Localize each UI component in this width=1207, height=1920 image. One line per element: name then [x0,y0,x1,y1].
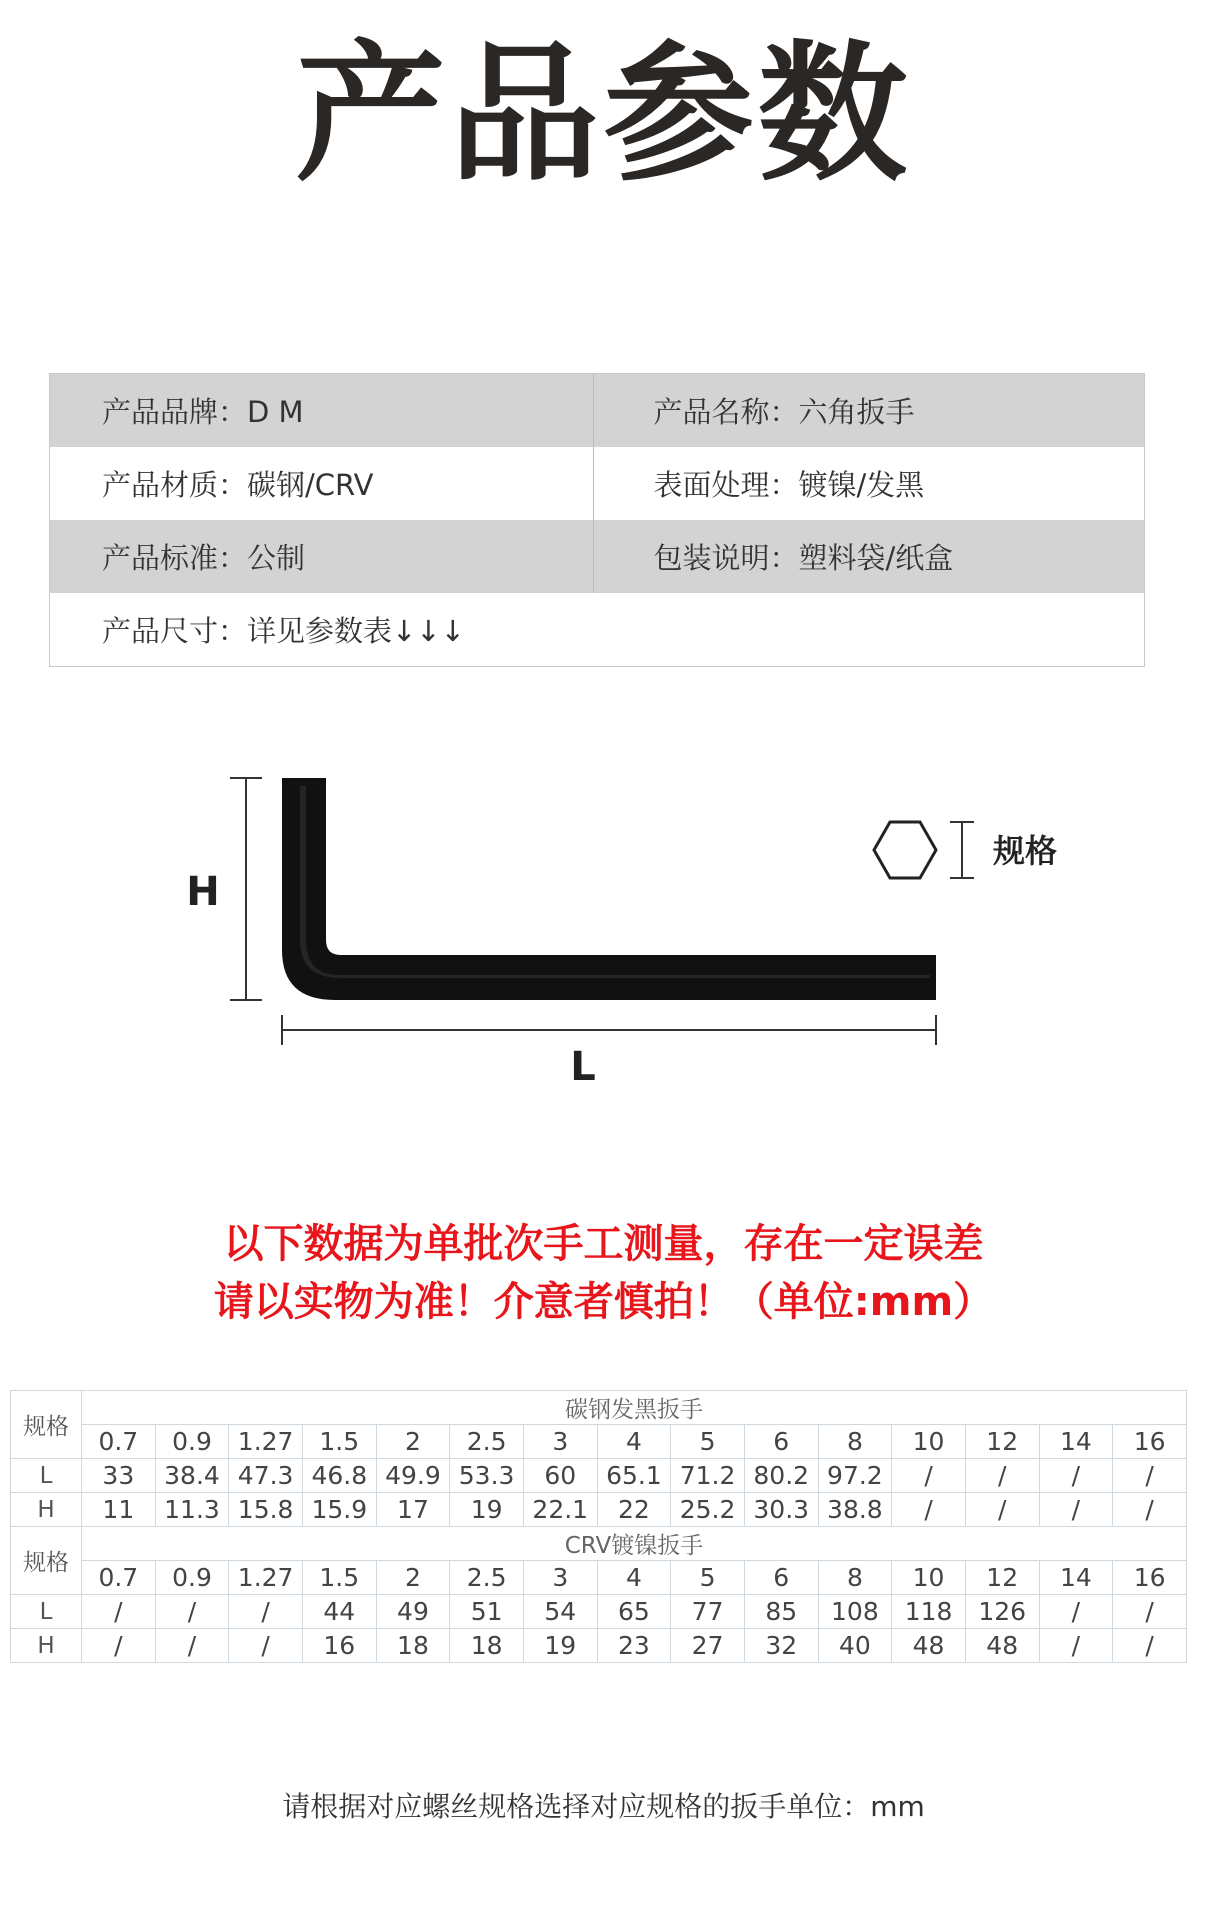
value-cell: 18 [450,1629,524,1663]
notice-line-2: 请以实物为准！介意者慎拍！（单位:mm） [213,1279,994,1325]
spec-size-cell: 0.7 [82,1561,156,1595]
value-cell: 16 [302,1629,376,1663]
value-cell: 25.2 [671,1493,745,1527]
spec-table-wrapper [10,1390,1187,1663]
value-cell: 53.3 [450,1459,524,1493]
value-cell: 60 [523,1459,597,1493]
spec-size-cell: 1.27 [229,1561,303,1595]
measurement-notice [0,1215,1207,1331]
value-cell: 38.8 [818,1493,892,1527]
value-cell: / [892,1459,966,1493]
params-row-1 [50,374,1144,447]
value-cell: 19 [523,1629,597,1663]
param-surface: 表面处理：镀镍/发黑 [593,447,1145,520]
value-cell: 19 [450,1493,524,1527]
value-cell: / [229,1595,303,1629]
section-title-row [11,1391,1187,1425]
value-cell: 15.8 [229,1493,303,1527]
spec-size-row [11,1425,1187,1459]
param-standard: 产品标准：公制 [102,541,306,575]
spec-size-cell: 10 [892,1425,966,1459]
value-cell: 11.3 [155,1493,229,1527]
spec-size-cell: 1.5 [302,1561,376,1595]
spec-size-row [11,1561,1187,1595]
spec-label-cell: 规格 [11,1391,82,1459]
value-cell: 44 [302,1595,376,1629]
value-cell: / [82,1629,156,1663]
spec-size-cell: 0.9 [155,1561,229,1595]
row-label: L [11,1459,82,1493]
table-row [11,1493,1187,1527]
section-title: 碳钢发黑扳手 [82,1391,1187,1425]
spec-size-cell: 2.5 [450,1561,524,1595]
value-cell: / [1039,1629,1113,1663]
value-cell: 71.2 [671,1459,745,1493]
row-label: H [11,1493,82,1527]
value-cell: 32 [744,1629,818,1663]
spec-size-cell: 6 [744,1425,818,1459]
value-cell: 27 [671,1629,745,1663]
hex-key-highlight [300,786,930,978]
value-cell: 46.8 [302,1459,376,1493]
row-label: H [11,1629,82,1663]
spec-size-cell: 4 [597,1425,671,1459]
value-cell: 54 [523,1595,597,1629]
value-cell: 126 [965,1595,1039,1629]
value-cell: 48 [892,1629,966,1663]
table-row [11,1629,1187,1663]
value-cell: 65.1 [597,1459,671,1493]
value-cell: 80.2 [744,1459,818,1493]
spec-size-cell: 0.9 [155,1425,229,1459]
page-title: 产品参数 [295,28,912,202]
footnote: 请根据对应螺丝规格选择对应规格的扳手单位：mm [282,1790,925,1823]
spec-size-cell: 8 [818,1425,892,1459]
value-cell: 22 [597,1493,671,1527]
spec-size-cell: 2 [376,1425,450,1459]
spec-size-cell: 2.5 [450,1425,524,1459]
value-cell: / [155,1595,229,1629]
value-cell: 108 [818,1595,892,1629]
value-cell: 11 [82,1493,156,1527]
value-cell: / [1039,1493,1113,1527]
value-cell: / [1113,1595,1187,1629]
spec-table [10,1390,1187,1663]
value-cell: 23 [597,1629,671,1663]
value-cell: / [1039,1459,1113,1493]
spec-dimension-line [950,822,974,878]
value-cell: / [1039,1595,1113,1629]
spec-size-cell: 14 [1039,1561,1113,1595]
param-brand: 产品品牌：D M [102,395,304,429]
section-title: CRV镀镍扳手 [82,1527,1187,1561]
value-cell: / [892,1493,966,1527]
params-row-2 [50,447,1144,520]
h-label: H [186,869,220,915]
value-cell: 118 [892,1595,966,1629]
value-cell: 38.4 [155,1459,229,1493]
spec-label-cell: 规格 [11,1527,82,1595]
spec-size-cell: 12 [965,1425,1039,1459]
value-cell: / [965,1493,1039,1527]
hex-key-shape [282,778,936,1000]
param-name: 产品名称：六角扳手 [593,374,1145,447]
spec-size-cell: 5 [671,1425,745,1459]
spec-size-cell: 16 [1113,1425,1187,1459]
value-cell: 18 [376,1629,450,1663]
spec-label: 规格 [993,832,1058,870]
params-table [49,373,1145,667]
spec-size-cell: 0.7 [82,1425,156,1459]
spec-size-cell: 3 [523,1425,597,1459]
value-cell: 65 [597,1595,671,1629]
params-row-3 [50,520,1144,593]
wrench-diagram [0,760,1207,1100]
value-cell: 49.9 [376,1459,450,1493]
spec-size-cell: 3 [523,1561,597,1595]
value-cell: 51 [450,1595,524,1629]
value-cell: 17 [376,1493,450,1527]
value-cell: 33 [82,1459,156,1493]
param-size: 产品尺寸：详见参数表↓↓↓ [102,614,465,648]
value-cell: 30.3 [744,1493,818,1527]
value-cell: 97.2 [818,1459,892,1493]
value-cell: / [1113,1493,1187,1527]
spec-size-cell: 1.27 [229,1425,303,1459]
value-cell: 49 [376,1595,450,1629]
h-dimension-line [230,778,262,1000]
spec-size-cell: 1.5 [302,1425,376,1459]
spec-size-cell: 2 [376,1561,450,1595]
value-cell: 77 [671,1595,745,1629]
spec-size-cell: 14 [1039,1425,1113,1459]
value-cell: 48 [965,1629,1039,1663]
spec-size-cell: 6 [744,1561,818,1595]
value-cell: / [965,1459,1039,1493]
value-cell: 15.9 [302,1493,376,1527]
spec-size-cell: 12 [965,1561,1039,1595]
table-row [11,1459,1187,1493]
l-dimension-line [282,1015,936,1045]
value-cell: 47.3 [229,1459,303,1493]
param-material: 产品材质：碳钢/CRV [102,468,374,502]
value-cell: / [1113,1629,1187,1663]
spec-size-cell: 4 [597,1561,671,1595]
params-row-4 [50,593,1144,666]
value-cell: 85 [744,1595,818,1629]
value-cell: / [1113,1459,1187,1493]
value-cell: / [82,1595,156,1629]
l-label: L [570,1044,596,1090]
table-row [11,1595,1187,1629]
row-label: L [11,1595,82,1629]
hexagon-icon [874,822,936,878]
spec-size-cell: 16 [1113,1561,1187,1595]
spec-size-cell: 10 [892,1561,966,1595]
spec-size-cell: 8 [818,1561,892,1595]
notice-line-1: 以下数据为单批次手工测量，存在一定误差 [223,1221,984,1267]
value-cell: 40 [818,1629,892,1663]
value-cell: 22.1 [523,1493,597,1527]
param-package: 包装说明：塑料袋/纸盒 [593,520,1145,593]
section-title-row [11,1527,1187,1561]
spec-size-cell: 5 [671,1561,745,1595]
value-cell: / [155,1629,229,1663]
value-cell: / [229,1629,303,1663]
